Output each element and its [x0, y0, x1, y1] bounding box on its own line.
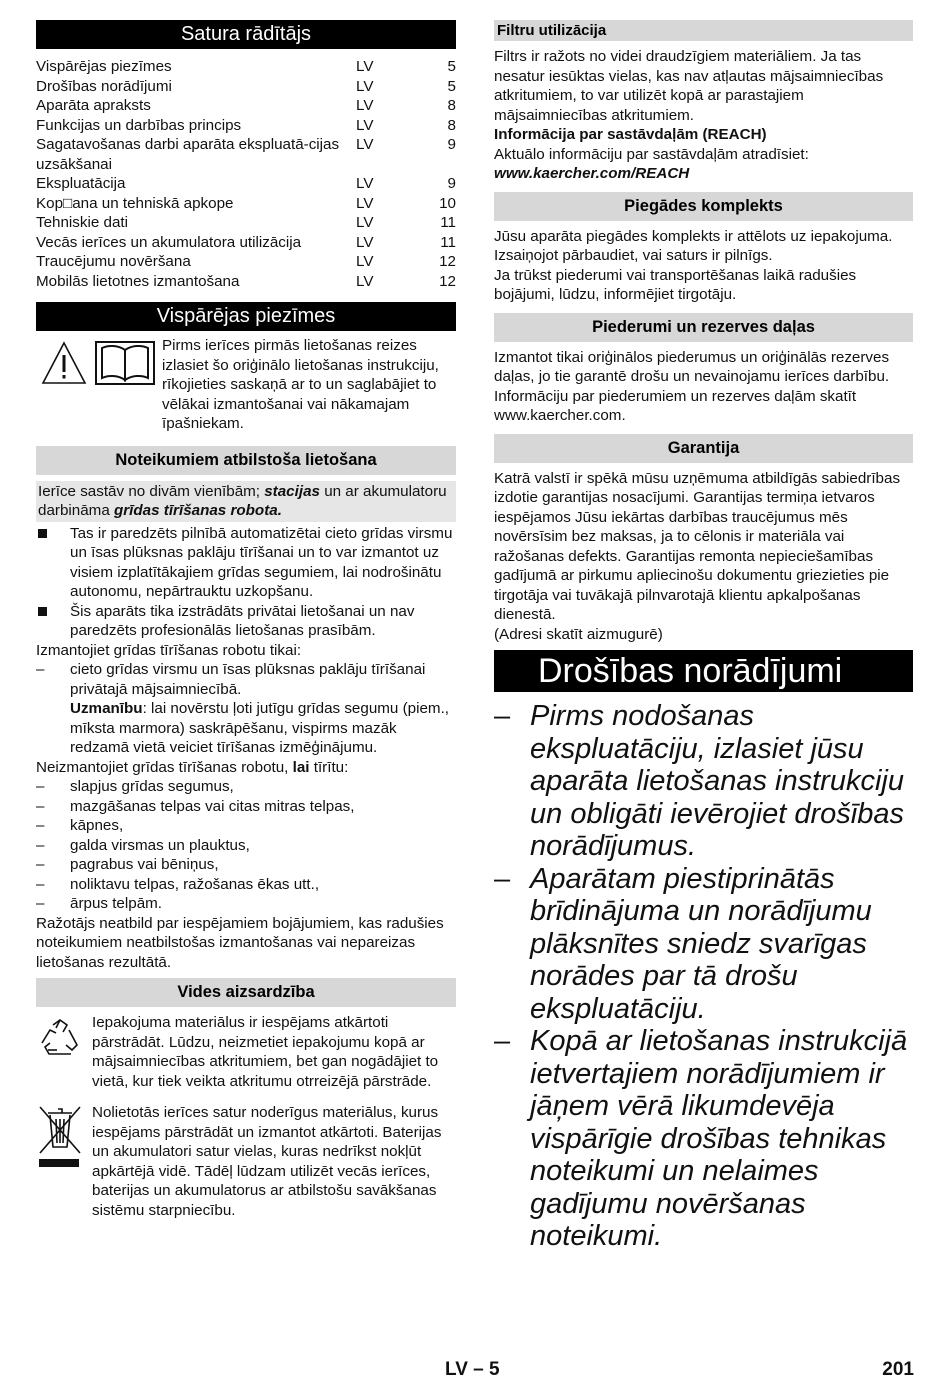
toc-entry-page: 8: [447, 116, 456, 134]
square-bullet-icon: [38, 607, 47, 616]
warning-triangle-icon: [40, 340, 88, 386]
filter-heading: Filtru utilizācija: [494, 20, 913, 41]
crossed-bin-icon: [36, 1103, 84, 1173]
safety-item: – Pirms nodošanas ekspluatāciju, izlasiet jūsu aparāta lietošanas instrukciju un obligāti ievērojiet drošības norādījumus.: [494, 700, 904, 862]
toc-entry[interactable]: [36, 116, 456, 136]
filter-section: [494, 47, 913, 184]
list-item: Šis aparāts tika izstrādāts privātai lietošanai un nav paredzēts profesionālās lietošanas prasībām.: [36, 602, 456, 641]
environment-heading: Vides aizsardzība: [36, 978, 456, 1007]
toc-entry-lang: LV: [356, 233, 374, 251]
warranty-section: [494, 469, 913, 645]
safety-item: – Aparātam piestiprinātās brīdinājuma un norādījumu plāksnītes sniedz svarīgas norādes par tā drošu ekspluatāciju.: [494, 862, 872, 1025]
left-column: [36, 0, 456, 1220]
safety-heading: Drošības norādījumi: [494, 650, 913, 692]
weee-text: Nolietotās ierīces satur noderīgus materiālus, kurus iespējams pārstrādāt un izmantot atkārtoti. Baterijas un akumulatori satur vielas, kuras nedrīkst nokļūt apkārtējā vidē. Tādēļ lūdzam utilizēt vecās ierīces, baterijas un akumulatorus ar atbilstošu savākšanas sistēmu starpniecību.: [92, 1104, 442, 1219]
toc-entry-page: 11: [440, 214, 456, 231]
list-item: Tas ir paredzēts pilnībā automatizētai cieto grīdas virsmu un īsas plūksnas paklāju tīrīšanai un to var izmantot uz visiem izplatītākajiem grīdas segumiem, lai nodrošinātu autonomu, nepārtrauktu uzkopšanu.: [36, 524, 456, 602]
list-item: – galda virsmas un plauktus,: [36, 836, 250, 854]
general-heading: Vispārējas piezīmes: [36, 302, 456, 331]
toc-entry[interactable]: [36, 96, 456, 116]
warranty-heading: Garantija: [494, 434, 913, 463]
use-only-text: Izmantojiet grīdas tīrīšanas robotu tikai:: [36, 641, 302, 659]
toc-entry-title: Funkcijas un darbības princips: [36, 116, 242, 134]
not-use-text: Neizmantojiet grīdas tīrīšanas robotu, lai tīrītu:: [36, 758, 349, 776]
safety-list: [494, 700, 913, 1253]
weee-block: [36, 1103, 456, 1220]
toc-entry[interactable]: [36, 57, 456, 77]
disclaimer-text: Ražotājs neatbild par iespējamiem bojājumiem, kas radušies noteikumiem neatbilstošas izmantošanas vai nepareizas lietošanas rezultātā.: [36, 914, 444, 971]
page-number: 201: [882, 1359, 914, 1380]
list-item: – noliktavu telpas, ražošanas ēkas utt.,: [36, 875, 320, 893]
general-notes: [36, 336, 456, 434]
warranty-text: Katrā valstī ir spēkā mūsu uzņēmuma atbildīgās sabiedrības izdotie garantijas nosacījumi. Garantijas termiņa ietvaros iespējamos Jūsu iekārtas darbības traucējumus mēs novērsīsim bez maksas, ja to cēlonis ir materiāla vai ražošanas defekts. Garantijas remonta nepieciešamības gadījumā ar pirkumu apliecinošu dokumentu griezieties pie tirgotāja vai tuvākajā pilnvarotajā klientu apkalpošanas dienestā.: [494, 469, 901, 623]
toc-entry-page: 12: [439, 253, 456, 270]
general-text: Pirms ierīces pirmās lietošanas reizes izlasiet šo oriģinālo lietošanas instrukciju, rīkojieties saskaņā ar to un saglabājiet to vēlākai izmantošanai vai nākamajam īpašniekam.: [162, 337, 439, 432]
caution-note: Uzmanību: lai novērstu ļoti jutīgu grīdas segumu (piem., mīksta marmora) saskrāpēšanu, vispirms mazāk redzamā vietā veiciet tīrīšanas izmēģinājumu.: [70, 700, 450, 756]
square-bullet-icon: [38, 529, 47, 538]
toc-entry-page: 8: [447, 97, 456, 114]
manual-book-icon: [94, 340, 156, 386]
safety-item: – Kopā ar lietošanas instrukcijā ietvertajiem norādījumiem ir jāņem vērā likumdevēja vispārīgie drošības tehnikas noteikumi un nelaimes gadījumu novēršanas noteikumi.: [494, 1025, 908, 1252]
intended-use-section: [36, 481, 456, 973]
toc-entry-lang: LV: [356, 136, 374, 153]
filter-text: Filtrs ir ražots no videi draudzīgiem materiāliem. Ja tas nesatur iesūktas vielas, kas nav atļautas mājsaimniecības atkritumiem, to var utilizēt kopā ar parastajiem mājsaimniecības atkritumiem.: [494, 48, 884, 124]
toc-entry-title: Vispārējas piezīmes: [36, 58, 172, 75]
toc-entry[interactable]: [36, 252, 456, 272]
right-column: [494, 0, 913, 1253]
delivery-section: [494, 227, 913, 305]
toc-entry-title: Drošības norādījumi: [36, 77, 172, 95]
toc-entry-lang: LV: [356, 97, 374, 114]
toc-entry-lang: LV: [356, 116, 374, 134]
list-item: – pagrabus vai bēniņus,: [36, 856, 219, 873]
toc-entry-lang: LV: [356, 253, 374, 270]
reach-text: Aktuālo informāciju par sastāvdaļām atradīsiet:: [494, 145, 809, 163]
toc-entry[interactable]: [36, 77, 456, 97]
toc-entry-title: Traucējumu novēršana: [36, 253, 191, 270]
toc-entry-lang: LV: [356, 214, 374, 231]
delivery-text: Jūsu aparāta piegādes komplekts ir attēlots uz iepakojuma. Izsaiņojot pārbaudiet, vai saturs ir pilnīgs.: [494, 227, 893, 264]
list-item: – ārpus telpām.: [36, 895, 163, 912]
warranty-address: (Adresi skatīt aizmugurē): [494, 625, 663, 643]
toc-entry[interactable]: [36, 135, 456, 174]
device-intro: Ierīce sastāv no divām vienībām; stacijas un ar akumulatoru darbināma grīdas tīrīšanas robota.: [36, 481, 456, 522]
toc-entry[interactable]: [36, 174, 456, 194]
toc-entry-title: Aparāta apraksts: [36, 97, 151, 114]
toc-entry-lang: LV: [356, 77, 374, 95]
toc-entry[interactable]: [36, 213, 456, 233]
list-item: – kāpnes,: [36, 817, 124, 834]
toc-entry[interactable]: [36, 233, 456, 253]
list-item: – cieto grīdas virsmu un īsas plūksnas paklāju tīrīšanai privātajā mājsaimniecībā. Uzmanību: lai novērstu ļoti jutīgu grīdas segumu (piem., mīksta marmora) saskrāpēšanu, vispirms mazāk redzamā vietā veiciet tīrīšanas izmēģinājumu.: [36, 660, 456, 758]
recycle-text: Iepakojuma materiālus ir iespējams atkārtoti pārstrādāt. Lūdzu, neizmetiet iepakojumu kopā ar mājsaimniecības atkritumiem, bet gan nogādājiet to vietā, kur tiek veikta atkritumu otrreizējā pārstrāde.: [92, 1014, 439, 1090]
toc-entry-page: 9: [447, 136, 456, 153]
accessories-text-2: Informāciju par piederumiem un rezerves daļām skatīt www.kaercher.com.: [494, 387, 857, 424]
toc-entry-lang: LV: [356, 194, 374, 212]
toc-heading: Satura rādītājs: [36, 20, 456, 49]
recycle-block: [36, 1013, 456, 1091]
toc-entry-page: 5: [447, 58, 456, 75]
toc-entry-page: 11: [440, 233, 456, 251]
table-of-contents: [36, 57, 456, 291]
toc-entry-title: Vecās ierīces un akumulatora utilizācija: [36, 233, 302, 251]
list-item: – slapjus grīdas segumus,: [36, 778, 234, 795]
toc-entry-page: 10: [439, 194, 456, 212]
toc-entry[interactable]: [36, 194, 456, 214]
footer-section: LV – 5: [445, 1359, 500, 1380]
delivery-text-2: Ja trūkst piederumi vai transportēšanas laikā radušies bojājumi, lūdzu, informējiet tirgotāju.: [494, 266, 857, 303]
not-use-list: [36, 777, 456, 914]
toc-entry-page: 12: [439, 272, 456, 290]
toc-entry[interactable]: [36, 272, 456, 292]
toc-entry-title: Mobilās lietotnes izmantošana: [36, 272, 240, 290]
toc-entry-page: 9: [447, 175, 456, 192]
accessories-heading: Piederumi un rezerves daļas: [494, 313, 913, 342]
toc-entry-page: 5: [447, 77, 456, 95]
toc-entry-title: Sagatavošanas darbi aparāta ekspluatā-cijas uzsākšanai: [36, 136, 340, 173]
toc-entry-title: Tehniskie dati: [36, 214, 129, 231]
toc-entry-lang: LV: [356, 58, 374, 75]
intended-use-heading: Noteikumiem atbilstoša lietošana: [36, 446, 456, 475]
reach-link[interactable]: www.kaercher.com/REACH: [494, 165, 690, 182]
toc-entry-title: Ekspluatācija: [36, 175, 126, 192]
accessories-section: [494, 348, 913, 426]
toc-entry-title: Kop□ana un tehniskā apkope: [36, 194, 234, 212]
list-item: – mazgāšanas telpas vai citas mitras telpas,: [36, 797, 355, 815]
reach-title: Informācija par sastāvdaļām (REACH): [494, 126, 767, 143]
delivery-heading: Piegādes komplekts: [494, 192, 913, 221]
toc-entry-lang: LV: [356, 175, 374, 192]
accessories-text: Izmantot tikai oriģinālos piederumus un oriģinālās rezerves daļas, jo tie garantē drošu un nevainojamu ierīces darbību.: [494, 348, 890, 385]
recycle-icon: [36, 1017, 84, 1063]
toc-entry-lang: LV: [356, 272, 374, 290]
